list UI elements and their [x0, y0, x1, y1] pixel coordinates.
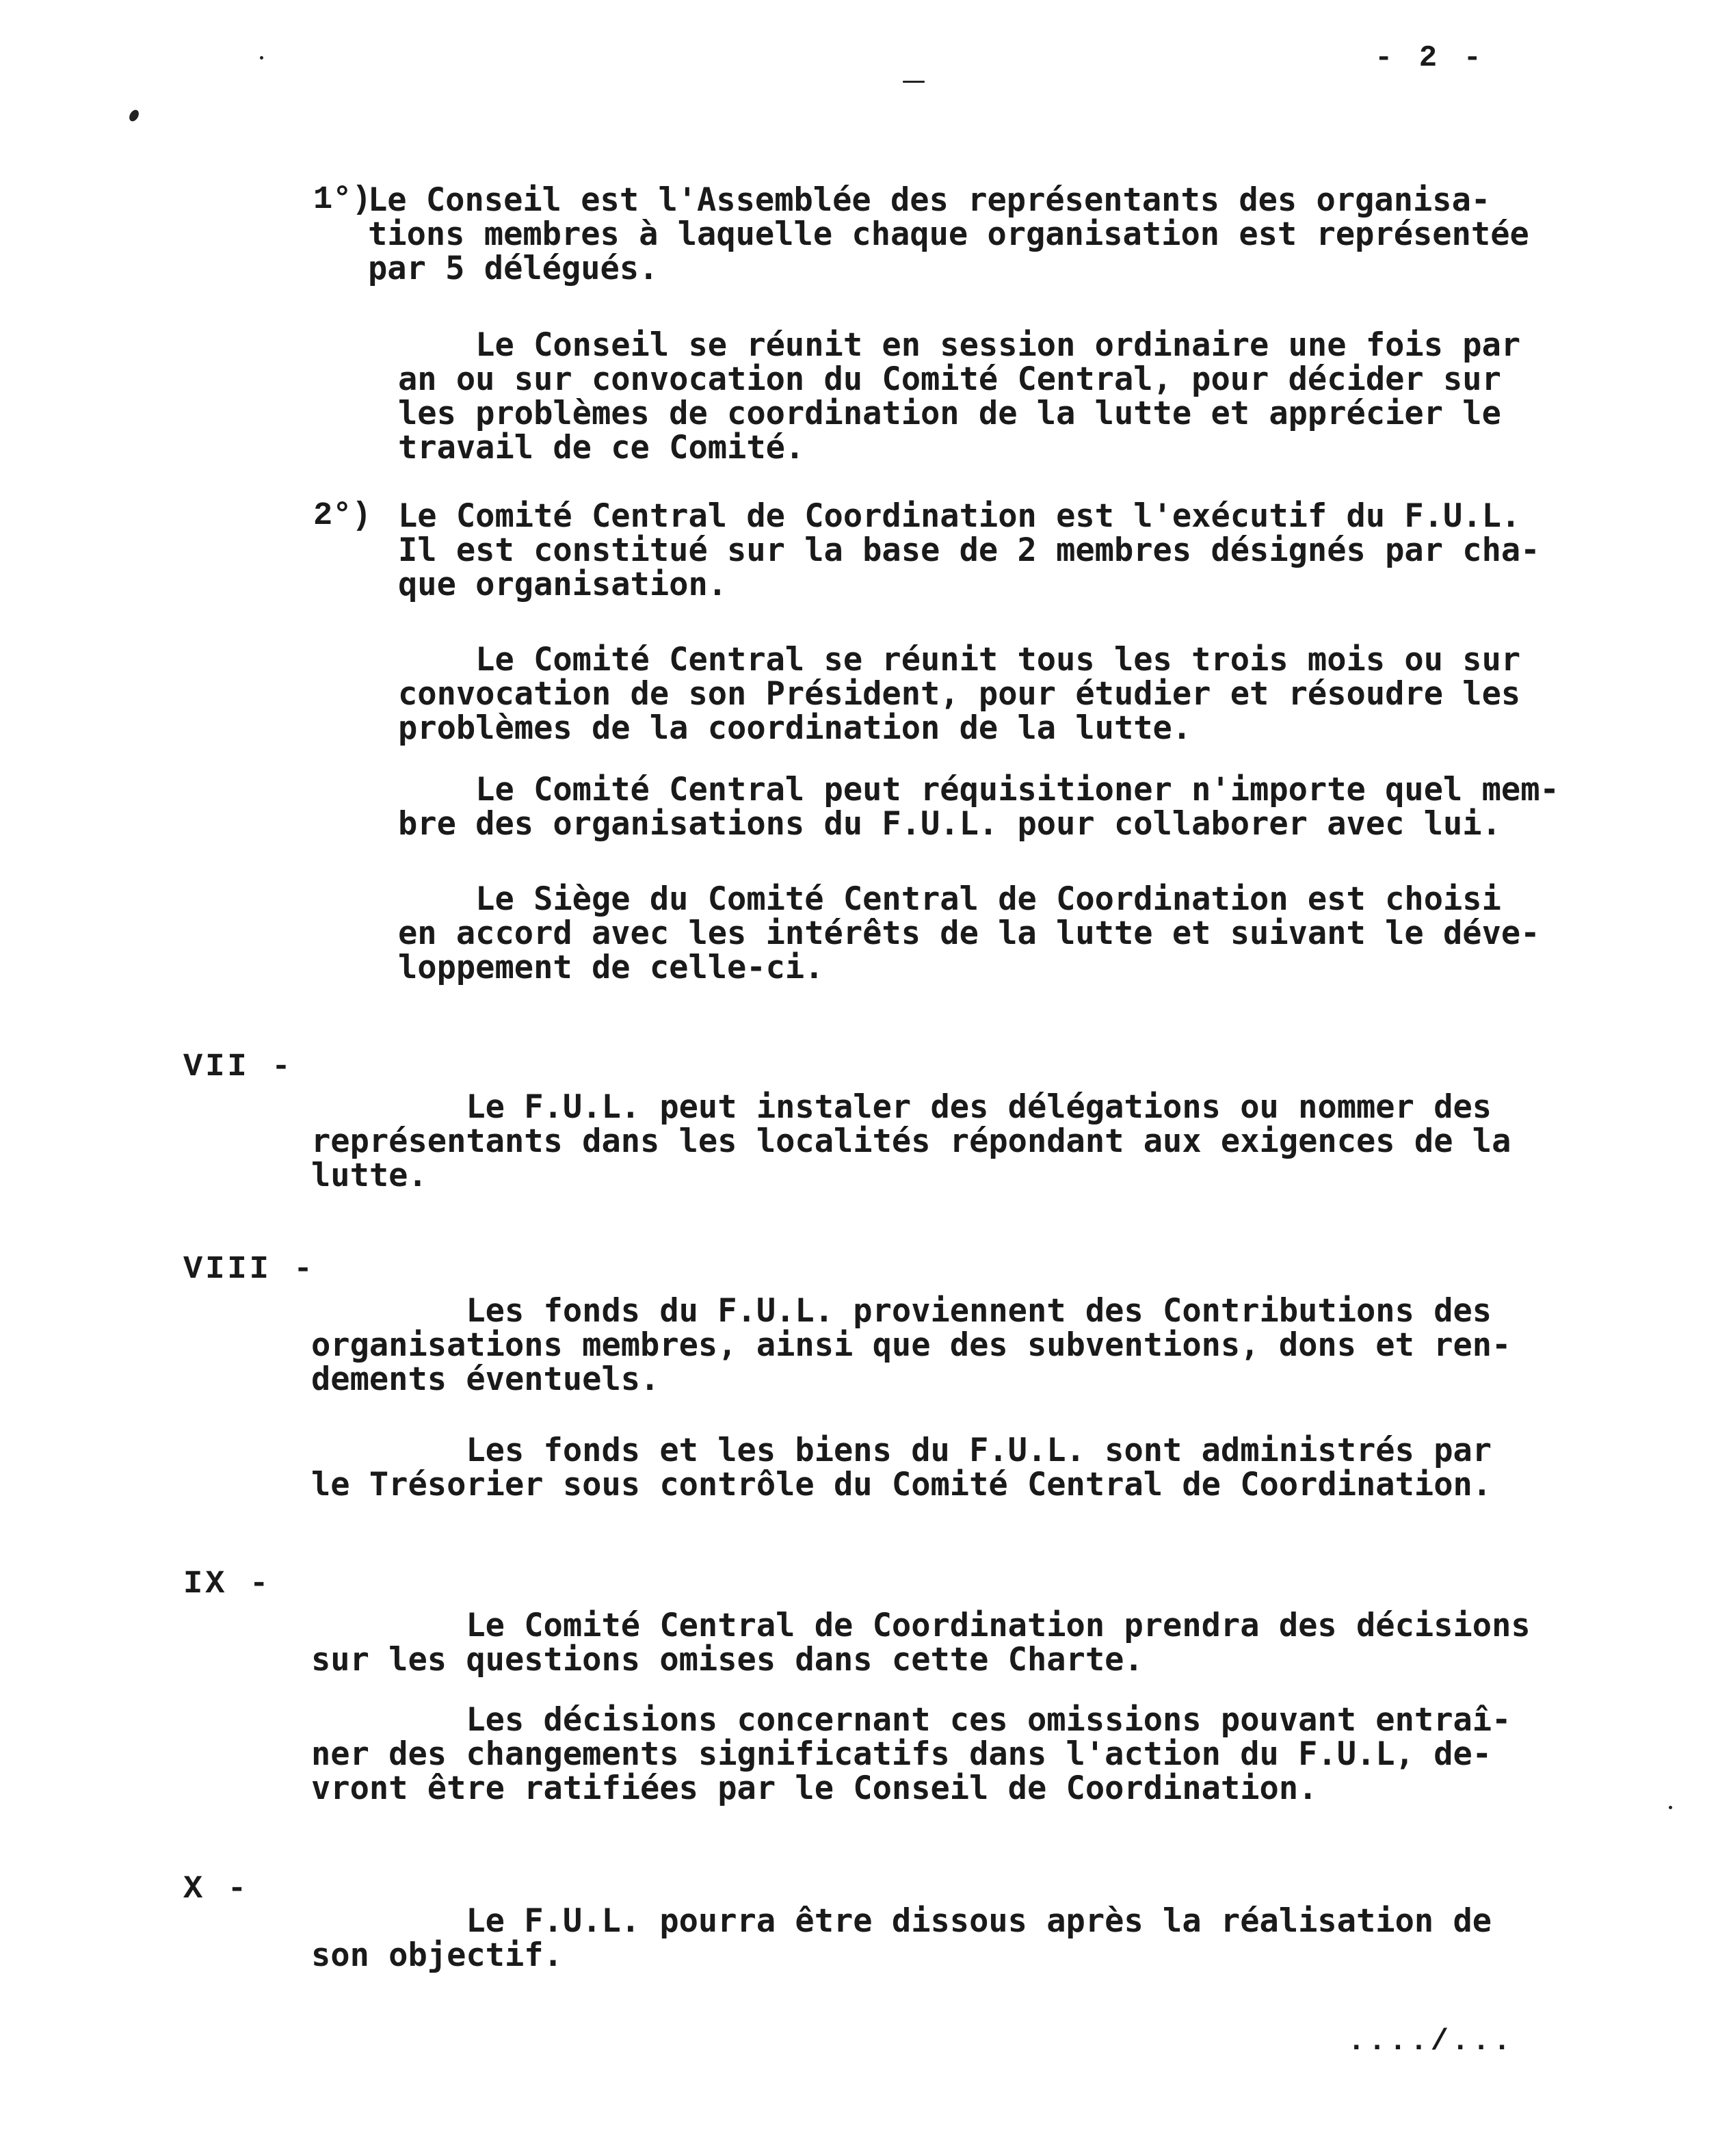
item2-paragraph: Le Comité Central de Coordination est l'exécutif du F.U.L. Il est constitué sur la base de 2 membres désignés par cha- que organisation.	[398, 497, 1540, 603]
section-number-x: X -	[183, 1871, 250, 1908]
scan-speck	[127, 108, 140, 123]
section-ix-paragraph-1: Le Comité Central de Coordination prendra des décisions sur les questions omises dans cette Charte.	[311, 1607, 1531, 1679]
item1-paragraph-2: Le Conseil se réunit en session ordinaire une fois par an ou sur convocation du Comité Central, pour décider sur les problèmes de coordination de la lutte et apprécier le travail de ce Comité.	[398, 326, 1521, 466]
section-ix-paragraph-2: Les décisions concernant ces omissions pouvant entraî- ner des changements significatifs dans l'action du F.U.L, de- vront être ratifiées par le Conseil de Coordination.	[311, 1701, 1511, 1807]
item2-paragraph-3: Le Comité Central peut réquisitioner n'importe quel mem- bre des organisations du F.U.L. pour collaborer avec lui.	[398, 771, 1559, 843]
item2-paragraph-2: Le Comité Central se réunit tous les trois mois ou sur convocation de son Président, pour étudier et résoudre les problèmes de la coordination de la lutte.	[398, 641, 1521, 747]
scan-speck	[903, 81, 925, 83]
section-viii-paragraph-1: Les fonds du F.U.L. proviennent des Contributions des organisations membres, ainsi que des subventions, dons et ren- dements éventuels.	[311, 1292, 1511, 1398]
section-number-viii: VIII -	[183, 1252, 316, 1288]
item-marker-2: 2°)	[313, 498, 371, 534]
item1-paragraph: Le Conseil est l'Assemblée des représentants des organisa- tions membres à laquelle chaque organisation est représentée par 5 délégués.	[368, 181, 1529, 287]
scan-speck	[260, 56, 263, 60]
section-number-ix: IX -	[183, 1566, 272, 1603]
continuation-marker: ..../...	[1347, 2025, 1514, 2059]
page-number: - 2 -	[1375, 41, 1486, 75]
scan-speck	[1669, 1806, 1672, 1809]
section-vii-paragraph: Le F.U.L. peut instaler des délégations ou nommer des représentants dans les localités répondant aux exigences de la lutte.	[311, 1088, 1511, 1194]
section-viii-paragraph-2: Les fonds et les biens du F.U.L. sont administrés par le Trésorier sous contrôle du Comité Central de Coordination.	[311, 1432, 1492, 1503]
item-marker-1: 1°)	[313, 182, 371, 218]
section-x-paragraph: Le F.U.L. pourra être dissous après la réalisation de son objectif.	[311, 1902, 1492, 1974]
item2-paragraph-4: Le Siège du Comité Central de Coordination est choisi en accord avec les intérêts de la lutte et suivant le déve- loppement de celle-ci.	[398, 880, 1540, 986]
section-number-vii: VII -	[183, 1049, 294, 1086]
